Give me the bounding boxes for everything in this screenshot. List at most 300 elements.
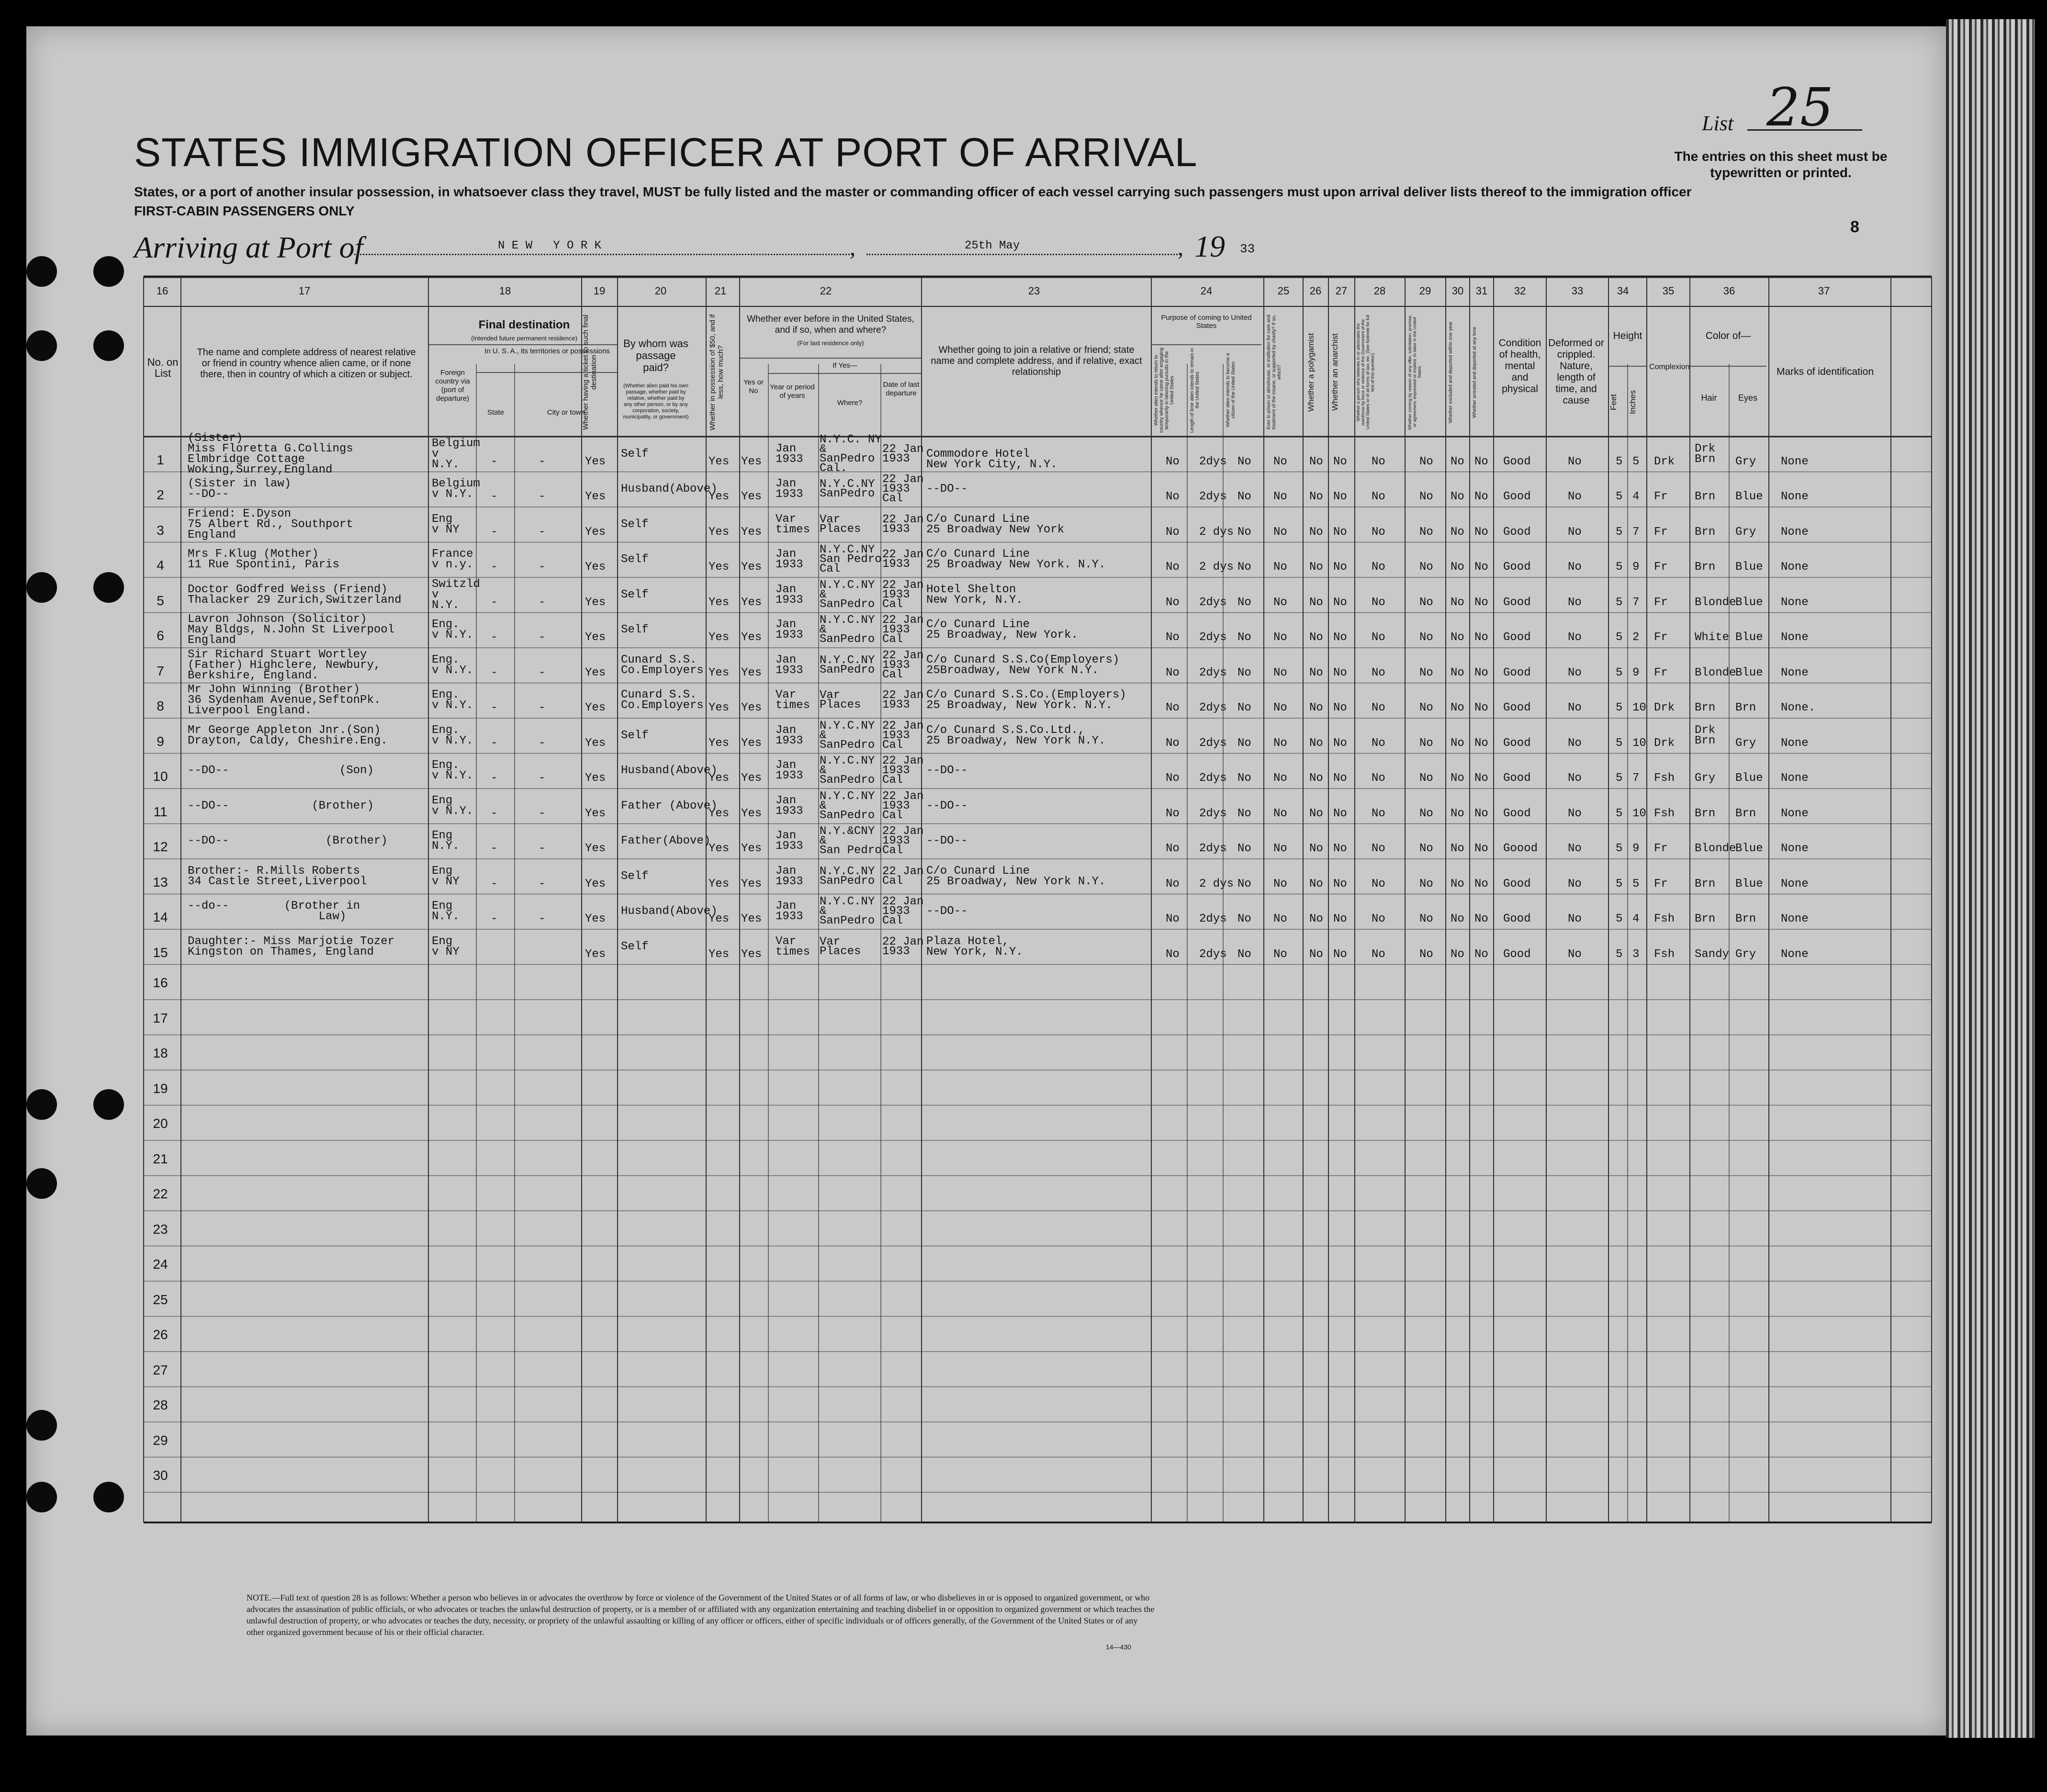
foreign-country: v (432, 447, 439, 461)
header-deformed: Deformed or crippled. Nature, length of time, and cause (1548, 338, 1604, 406)
row-number: 24 (153, 1257, 168, 1272)
eye-color: Gry (1735, 947, 1756, 961)
deformed-answer: No (1568, 842, 1582, 856)
visit-years: 1933 (776, 910, 803, 924)
money-answer: Yes (709, 455, 730, 468)
foreign-country: Switzld (432, 577, 480, 591)
foreign-country: Eng (432, 829, 453, 843)
column-number: 28 (1373, 285, 1386, 297)
prison-answer: No (1273, 842, 1287, 856)
ticket-answer: Yes (585, 947, 606, 961)
q28-answer: No (1372, 772, 1385, 785)
ever-in-us: Yes (741, 772, 762, 785)
passage-paid: Co.Employers (621, 664, 704, 677)
purpose-citizen: No (1237, 666, 1251, 679)
header-passage-paid-sub: (Whether alien paid his own passage, whether paid by relative, whether paid by any other person, or by any corporation, society, municipality, or government) (623, 383, 689, 420)
joining-relative: C/o Cunard Line (926, 512, 1030, 526)
destination-state: - (491, 842, 498, 856)
identification-marks: None (1781, 455, 1809, 468)
header-city: City or town (547, 408, 585, 417)
money-answer: Yes (709, 631, 730, 644)
visit-where: Var (820, 513, 841, 526)
passage-paid: Co.Employers (621, 699, 704, 712)
ever-in-us: Yes (741, 701, 762, 715)
ticket-answer: Yes (585, 772, 606, 785)
visit-where: SanPedro (820, 633, 875, 646)
last-departure: 22 Jan (882, 442, 924, 456)
hair-color: Brn (1695, 807, 1716, 820)
relative-address: Lavron Johnson (Solicitor) (188, 613, 367, 626)
relative-address: --DO-- (Brother) (188, 799, 374, 812)
polygamist-answer: No (1309, 913, 1323, 926)
relative-address: 75 Albert Rd., Southport (188, 518, 353, 531)
q29-answer: No (1419, 701, 1433, 715)
header-if-yes: If Yes— (832, 361, 857, 370)
destination-city: - (539, 666, 546, 679)
ticket-answer: Yes (585, 701, 606, 715)
q28-answer: No (1372, 913, 1385, 926)
comma-sep: , (850, 235, 855, 260)
joining-relative: --DO-- (926, 764, 968, 778)
column-number: 19 (593, 285, 606, 297)
q30-answer: No (1451, 596, 1464, 609)
q31-answer: No (1474, 736, 1488, 750)
polygamist-answer: No (1309, 947, 1323, 961)
purpose-citizen: No (1237, 772, 1251, 785)
purpose-citizen: No (1237, 525, 1251, 539)
identification-marks: None (1781, 490, 1809, 504)
row-number: 3 (157, 522, 164, 538)
height-inches: 5 (1632, 455, 1640, 468)
eye-color: Brn (1735, 807, 1756, 820)
visit-where: SanPedro (820, 874, 875, 888)
header-prison: Ever in prison or almshouse, or institution for care and treatment of the insane, or supported by charity? If so, which? (1266, 315, 1282, 430)
column-number: 24 (1200, 285, 1213, 297)
visit-where: & (820, 905, 827, 918)
complexion: Fr (1654, 666, 1668, 679)
identification-marks: None (1781, 561, 1809, 574)
relative-address: Liverpool England. (188, 704, 312, 718)
anarchist-answer: No (1333, 490, 1347, 504)
last-departure: 22 Jan (882, 578, 924, 592)
last-departure: 1933 (882, 834, 910, 848)
destination-state: - (491, 631, 498, 644)
joining-relative: 25 Broadway, New York. N.Y. (926, 699, 1113, 712)
ever-in-us: Yes (741, 596, 762, 609)
purpose-length: 2dys (1199, 772, 1227, 785)
visit-where: SanPedro (820, 809, 875, 822)
visit-years: 1933 (776, 452, 803, 466)
column-number: 18 (499, 285, 511, 297)
visit-years: 1933 (776, 875, 803, 888)
visit-where: N.Y.C.NY (820, 895, 875, 909)
q31-answer: No (1474, 455, 1488, 468)
money-answer: Yes (709, 807, 730, 820)
health-condition: Good (1503, 913, 1531, 926)
purpose-citizen: No (1237, 631, 1251, 644)
anarchist-answer: No (1333, 736, 1347, 750)
header-before-us-sub: (For last residence only) (797, 339, 864, 347)
identification-marks: None (1781, 807, 1809, 820)
anarchist-answer: No (1333, 525, 1347, 539)
foreign-country: v N.Y. (432, 488, 473, 501)
purpose-return: No (1166, 561, 1180, 574)
visit-years: Jan (776, 548, 797, 561)
foreign-country: v NY (432, 875, 460, 888)
last-departure: 1933 (882, 623, 910, 637)
passage-paid: Self (621, 940, 649, 953)
eye-color: Blue (1735, 877, 1763, 890)
column-number: 17 (298, 285, 311, 297)
visit-where: SanPedro (820, 597, 875, 611)
last-departure: Cal (882, 633, 903, 646)
polygamist-answer: No (1309, 736, 1323, 750)
identification-marks: None (1781, 877, 1809, 890)
health-condition: Good (1503, 877, 1531, 890)
foreign-country: v NY (432, 523, 460, 536)
foreign-country: France (432, 548, 473, 561)
header-in-usa: In U. S. A., its territories or possessions (484, 347, 610, 355)
destination-city: - (539, 631, 546, 644)
identification-marks: None (1781, 525, 1809, 539)
purpose-citizen: No (1237, 561, 1251, 574)
purpose-return: No (1166, 913, 1180, 926)
money-answer: Yes (709, 561, 730, 574)
q28-answer: No (1372, 631, 1385, 644)
deformed-answer: No (1568, 772, 1582, 785)
destination-state: - (491, 701, 498, 715)
eye-color: Blue (1735, 561, 1763, 574)
anarchist-answer: No (1333, 666, 1347, 679)
header-q31: Whether arrested and deported at any time (1472, 327, 1477, 418)
hair-color: Blonde (1695, 842, 1736, 856)
q28-answer: No (1372, 596, 1385, 609)
q29-answer: No (1419, 455, 1433, 468)
row-number: 30 (153, 1468, 168, 1483)
destination-city: - (539, 490, 546, 504)
form-number: 14—430 (1106, 1643, 1131, 1651)
height-inches: 2 (1632, 631, 1640, 644)
deformed-answer: No (1568, 455, 1582, 468)
arrival-date: 25th May (965, 239, 1020, 252)
anarchist-answer: No (1333, 913, 1347, 926)
polygamist-answer: No (1309, 666, 1323, 679)
purpose-citizen: No (1237, 596, 1251, 609)
eye-color: Blue (1735, 772, 1763, 785)
foreign-country: v N.Y. (432, 664, 473, 677)
last-departure: Cal (882, 597, 903, 611)
q30-answer: No (1451, 490, 1464, 504)
height-inches: 5 (1632, 877, 1640, 890)
q30-answer: No (1451, 701, 1464, 715)
polygamist-answer: No (1309, 490, 1323, 504)
relative-address: Doctor Godfred Weiss (Friend) (188, 583, 388, 596)
visit-where: N.Y.C.NY (820, 478, 875, 491)
passage-paid: Cunard S.S. (621, 653, 697, 666)
height-inches: 7 (1632, 596, 1640, 609)
hair-color: Brn (1695, 734, 1716, 747)
relative-address: 36 Sydenham Avenue,SeftonPk. (188, 694, 381, 707)
eye-color: Blue (1735, 596, 1763, 609)
column-number: 27 (1335, 285, 1348, 297)
header-joining: Whether going to join a relative or friend; state name and complete address, and if relative, exact relationship (931, 345, 1142, 377)
destination-state: - (491, 561, 498, 574)
destination-city: - (539, 877, 546, 890)
health-condition: Good (1503, 807, 1531, 820)
hair-color: Brn (1695, 490, 1716, 504)
hair-color: Brn (1695, 877, 1716, 890)
anarchist-answer: No (1333, 877, 1347, 890)
foreign-country: N.Y. (432, 458, 460, 471)
q31-answer: No (1474, 490, 1488, 504)
joining-relative: --DO-- (926, 483, 968, 496)
hair-color: Brn (1695, 913, 1716, 926)
last-departure: 1933 (882, 658, 910, 672)
last-departure: 22 Jan (882, 865, 924, 878)
last-departure: 1933 (882, 945, 910, 958)
height-feet: 5 (1616, 877, 1623, 890)
q30-answer: No (1451, 666, 1464, 679)
visit-years: 1933 (776, 769, 803, 783)
health-condition: Good (1503, 701, 1531, 715)
joining-relative: New York, N.Y. (926, 593, 1023, 607)
visit-years: Jan (776, 442, 797, 455)
ever-in-us: Yes (741, 736, 762, 750)
visit-where: SanPedro (820, 738, 875, 752)
money-answer: Yes (709, 666, 730, 679)
relative-address: Daughter:- Miss Marjotie Tozer (188, 935, 395, 948)
height-inches: 9 (1632, 666, 1640, 679)
purpose-return: No (1166, 525, 1180, 539)
last-departure: Cal (882, 774, 903, 787)
ever-in-us: Yes (741, 455, 762, 468)
deformed-answer: No (1568, 490, 1582, 504)
header-yes-no: Yes or No (743, 378, 764, 395)
purpose-return: No (1166, 807, 1180, 820)
visit-years: Jan (776, 583, 797, 596)
money-answer: Yes (709, 736, 730, 750)
q29-answer: No (1419, 913, 1433, 926)
destination-state: - (491, 772, 498, 785)
q30-answer: No (1451, 807, 1464, 820)
visit-where: Cal. (820, 462, 847, 475)
q30-answer: No (1451, 525, 1464, 539)
health-condition: Good (1503, 561, 1531, 574)
last-departure: 22 Jan (882, 513, 924, 526)
height-feet: 5 (1616, 561, 1623, 574)
purpose-citizen: No (1237, 877, 1251, 890)
health-condition: Good (1503, 947, 1531, 961)
destination-city: - (539, 736, 546, 750)
complexion: Fr (1654, 631, 1668, 644)
header-state: State (487, 408, 505, 417)
hair-color: Blonde (1695, 596, 1736, 609)
visit-years: 1933 (776, 734, 803, 747)
q30-answer: No (1451, 913, 1464, 926)
last-departure: 1933 (882, 764, 910, 778)
header-hair: Hair (1701, 393, 1717, 403)
q29-answer: No (1419, 596, 1433, 609)
column-number: 31 (1475, 285, 1488, 297)
purpose-citizen: No (1237, 807, 1251, 820)
destination-city: - (539, 842, 546, 856)
column-number: 21 (714, 285, 727, 297)
header-inches: Inches (1628, 390, 1637, 415)
relative-address: Mr John Winning (Brother) (188, 683, 360, 697)
visit-years: 1933 (776, 593, 803, 607)
visit-where: N.Y.C. NY (820, 433, 882, 446)
ticket-answer: Yes (585, 525, 606, 539)
polygamist-answer: No (1309, 596, 1323, 609)
column-number: 20 (654, 285, 667, 297)
foreign-country: v N.Y. (432, 769, 473, 783)
column-number: 26 (1309, 285, 1322, 297)
polygamist-answer: No (1309, 701, 1323, 715)
q28-answer: No (1372, 877, 1385, 890)
deformed-answer: No (1568, 913, 1582, 926)
year-prefix: 19 (1194, 229, 1225, 263)
deformed-answer: No (1568, 666, 1582, 679)
q29-answer: No (1419, 807, 1433, 820)
q30-answer: No (1451, 947, 1464, 961)
comma-sep: , (1178, 235, 1183, 260)
joining-relative: --DO-- (926, 799, 968, 812)
visit-where: N.Y.C.NY (820, 719, 875, 733)
last-departure: 1933 (882, 588, 910, 601)
height-feet: 5 (1616, 490, 1623, 504)
visit-where: Var (820, 689, 841, 702)
row-number: 13 (153, 874, 168, 890)
destination-city: - (539, 525, 546, 539)
q29-answer: No (1419, 490, 1433, 504)
column-number: 37 (1818, 285, 1830, 297)
eye-color: Gry (1735, 736, 1756, 750)
relative-address: Brother:- R.Mills Roberts (188, 864, 360, 878)
complexion: Fsh (1654, 947, 1675, 961)
last-departure: Cal (882, 844, 903, 857)
joining-relative: Plaza Hotel, (926, 935, 1009, 948)
last-departure: 22 Jan (882, 614, 924, 627)
purpose-length: 2dys (1199, 631, 1227, 644)
row-number: 4 (157, 558, 164, 573)
purpose-length: 2dys (1199, 913, 1227, 926)
header-eyes: Eyes (1738, 393, 1758, 403)
height-feet: 5 (1616, 666, 1623, 679)
relative-address: (Sister in law) (188, 477, 292, 491)
joining-relative: 25 Broadway New York. N.Y. (926, 558, 1106, 572)
joining-relative: C/o Cunard S.S.Co.(Employers) (926, 688, 1126, 702)
ticket-answer: Yes (585, 455, 606, 468)
money-answer: Yes (709, 490, 730, 504)
money-answer: Yes (709, 525, 730, 539)
q31-answer: No (1474, 947, 1488, 961)
year-suffix: 33 (1240, 242, 1255, 256)
purpose-length: 2 dys (1199, 525, 1234, 539)
health-condition: Good (1503, 596, 1531, 609)
header-relative-abroad: The name and complete address of nearest relative or friend in country whence alien came, or if none there, then in country of which a citizen or subject. (197, 347, 416, 380)
q30-answer: No (1451, 842, 1464, 856)
last-departure: 1933 (882, 522, 910, 536)
height-feet: 5 (1616, 736, 1623, 750)
q30-answer: No (1451, 561, 1464, 574)
complexion: Drk (1654, 701, 1675, 715)
visit-where: San Pedro (820, 553, 882, 566)
relative-address: --DO-- (188, 488, 229, 501)
height-inches: 9 (1632, 561, 1640, 574)
row-number: 28 (153, 1398, 168, 1413)
health-condition: Good (1503, 525, 1531, 539)
height-inches: 10 (1632, 807, 1646, 820)
row-number: 26 (153, 1327, 168, 1342)
q30-answer: No (1451, 877, 1464, 890)
joining-relative: New York City, N.Y. (926, 458, 1057, 471)
relative-address: 11 Rue Spontini, Paris (188, 558, 339, 572)
foreign-country: v N.Y. (432, 804, 473, 818)
height-feet: 5 (1616, 947, 1623, 961)
visit-where: N.Y.C.NY (820, 789, 875, 803)
row-number: 27 (153, 1362, 168, 1377)
q28-answer: No (1372, 525, 1385, 539)
visit-years: Jan (776, 653, 797, 666)
q30-answer: No (1451, 455, 1464, 468)
foreign-country: Belgium (432, 477, 480, 491)
passage-paid: Self (621, 869, 649, 883)
destination-state: - (491, 525, 498, 539)
header-q30: Whether excluded and deported within one year (1448, 321, 1453, 423)
height-feet: 5 (1616, 772, 1623, 785)
header-purpose-length: Length of time alien intends to remain in the United States (1190, 348, 1200, 433)
foreign-country: v N.Y. (432, 629, 473, 642)
height-feet: 5 (1616, 596, 1623, 609)
header-color-of: Color of— (1705, 330, 1751, 341)
passage-paid: Father (Above) (621, 799, 718, 812)
height-feet: 5 (1616, 525, 1623, 539)
deformed-answer: No (1568, 631, 1582, 644)
visit-years: Jan (776, 864, 797, 878)
purpose-return: No (1166, 666, 1180, 679)
relative-address: Thalacker 29 Zurich,Switzerland (188, 593, 402, 607)
last-departure: 1933 (882, 558, 910, 571)
visit-years: Jan (776, 829, 797, 843)
column-number: 16 (156, 285, 169, 297)
complexion: Fr (1654, 877, 1668, 890)
deformed-answer: No (1568, 596, 1582, 609)
identification-marks: None (1781, 947, 1809, 961)
q31-answer: No (1474, 596, 1488, 609)
visit-where: Places (820, 699, 861, 712)
money-answer: Yes (709, 913, 730, 926)
foreign-country: Eng (432, 900, 453, 913)
column-number: 33 (1571, 285, 1584, 297)
purpose-return: No (1166, 736, 1180, 750)
purpose-length: 2dys (1199, 947, 1227, 961)
row-number: 19 (153, 1081, 168, 1096)
passage-paid: Self (621, 553, 649, 566)
relative-address: Sir Richard Stuart Wortley (188, 648, 367, 661)
row-number: 6 (157, 628, 164, 643)
deformed-answer: No (1568, 736, 1582, 750)
q31-answer: No (1474, 631, 1488, 644)
prison-answer: No (1273, 455, 1287, 468)
relative-address: Woking,Surrey,England (188, 463, 333, 476)
hair-color: Blonde (1695, 666, 1736, 679)
identification-marks: None. (1781, 701, 1816, 715)
relative-address: Berkshire, England. (188, 669, 319, 682)
visit-years: times (776, 699, 810, 712)
q28-answer: No (1372, 701, 1385, 715)
last-departure: 1933 (882, 729, 910, 742)
relative-address: Friend: E.Dyson (188, 507, 292, 520)
